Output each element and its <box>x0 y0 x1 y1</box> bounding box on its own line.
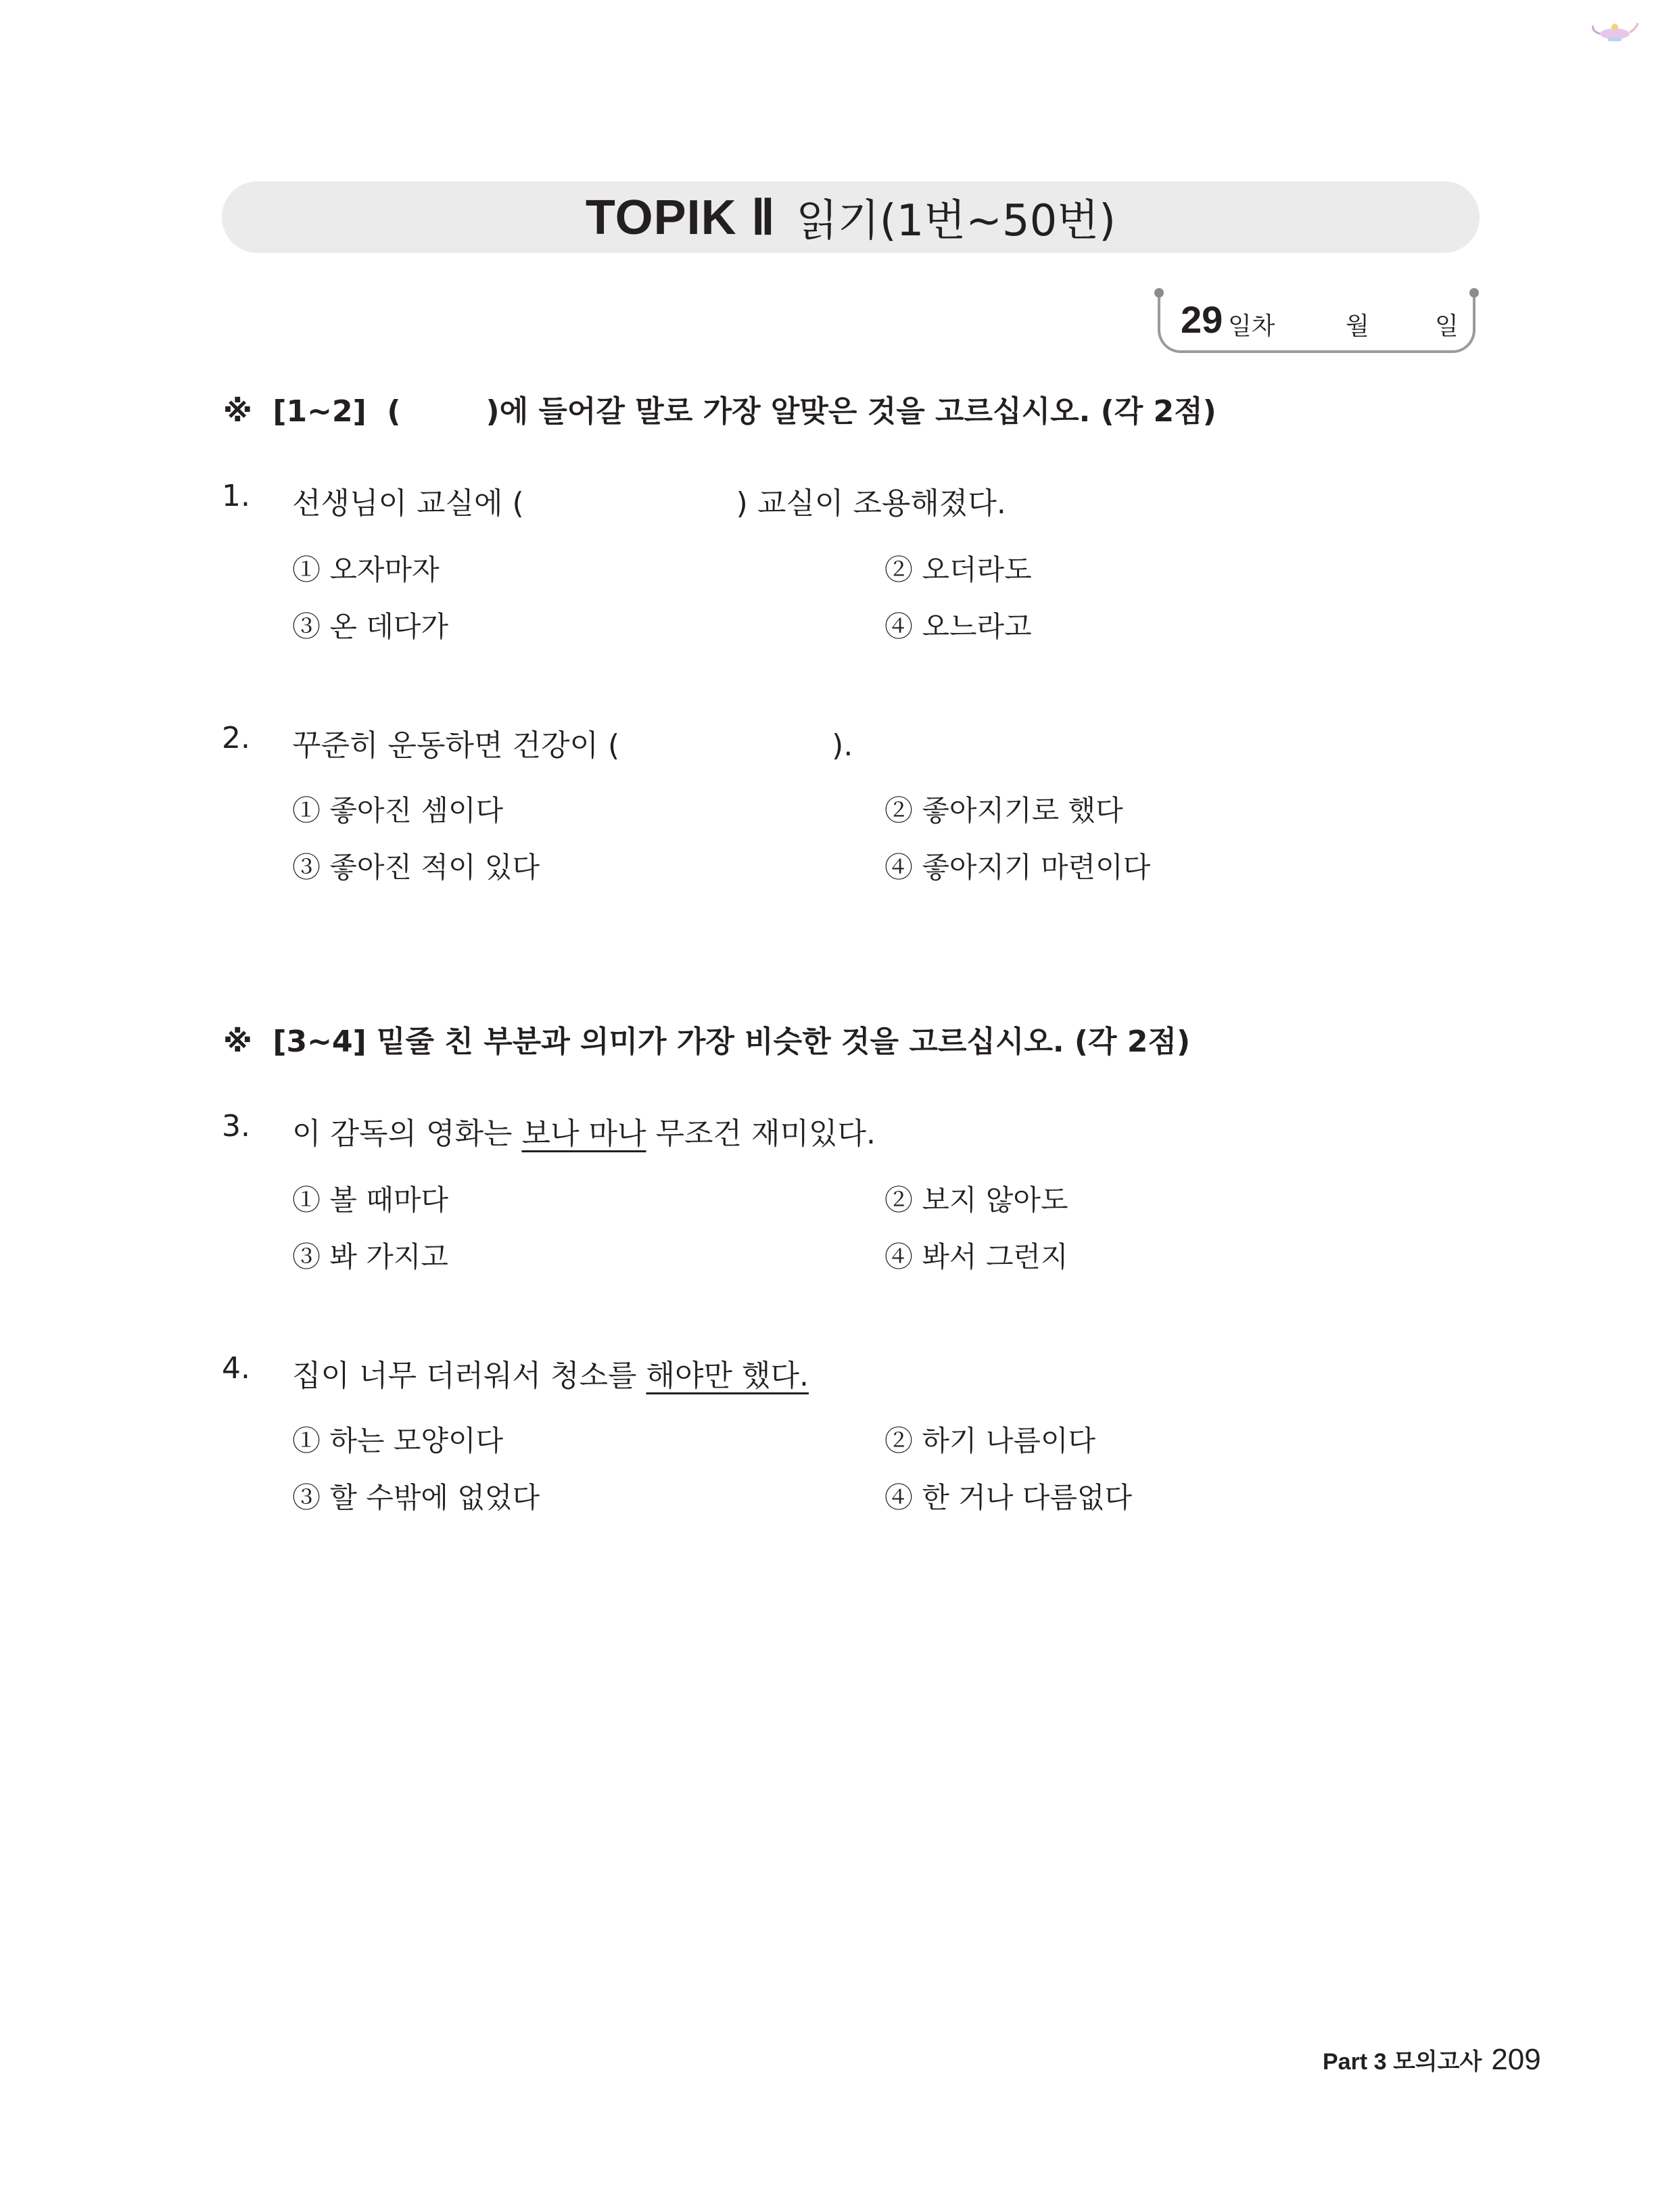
question-2-option-1[interactable]: ① 좋아진 셈이다 <box>292 794 504 827</box>
question-2-option-2[interactable]: ② 좋아지기로 했다 <box>884 794 1123 827</box>
question-3-number: 3. <box>222 1109 250 1144</box>
question-1-option-3[interactable]: ③ 온 데다가 <box>292 610 448 643</box>
question-1-option-1[interactable]: ① 오자마자 <box>292 553 440 586</box>
month-label: 월 <box>1346 312 1369 340</box>
question-2-option-4[interactable]: ④ 좋아지기 마련이다 <box>884 851 1151 884</box>
underlined-phrase: 보나 마나 <box>521 1116 646 1151</box>
question-2-text <box>292 721 853 764</box>
question-3-option-3[interactable]: ③ 봐 가지고 <box>292 1240 448 1273</box>
study-day-box <box>1158 295 1475 353</box>
section-1-instruction <box>223 387 1217 430</box>
question-text-a: 이 감독의 영화는 <box>292 1116 522 1151</box>
question-text-b: 무조건 재미있다. <box>646 1116 876 1151</box>
question-3-option-1[interactable]: ① 볼 때마다 <box>292 1183 448 1217</box>
question-1-option-2[interactable]: ② 오더라도 <box>884 553 1032 586</box>
question-3-option-4[interactable]: ④ 봐서 그런지 <box>884 1240 1068 1273</box>
genie-lamp-icon <box>1590 16 1639 43</box>
question-1-number: 1. <box>222 479 250 513</box>
question-2-number: 2. <box>222 721 250 755</box>
exam-brand: TOPIK Ⅱ <box>585 191 776 245</box>
question-text-a: 집이 너무 더러워서 청소를 <box>292 1359 646 1393</box>
underlined-phrase: 해야만 했다. <box>646 1359 809 1393</box>
day-label: 일차 <box>1228 312 1275 340</box>
box-dot-left <box>1154 288 1164 298</box>
box-dot-right <box>1469 288 1479 298</box>
question-text-b: ) 교실이 조용해졌다. <box>736 486 1006 521</box>
section-2-instruction: ※ [3~4] 밑줄 친 부분과 의미가 가장 비슷한 것을 고르십시오. (각 2점) <box>223 1025 1191 1059</box>
instruction-part-b: )에 들어갈 말로 가장 알맞은 것을 고르십시오. (각 2점) <box>486 394 1217 429</box>
page-number: 209 <box>1491 2043 1541 2076</box>
question-text-b: ). <box>832 728 853 763</box>
question-1-text <box>292 479 1006 522</box>
question-4-option-2[interactable]: ② 하기 나름이다 <box>884 1424 1096 1457</box>
exam-section-title: 읽기(1번~50번) <box>796 196 1116 246</box>
question-3-text <box>292 1109 876 1152</box>
question-4-option-3[interactable]: ③ 할 수밖에 없었다 <box>292 1481 540 1514</box>
page-header <box>222 181 1480 253</box>
question-1-option-4[interactable]: ④ 오느라고 <box>884 610 1032 643</box>
question-text-a: 선생님이 교실에 ( <box>292 486 524 521</box>
day-number: 29 <box>1181 298 1223 341</box>
footer-part-label: Part 3 모의고사 <box>1323 2049 1482 2075</box>
question-4-text <box>292 1351 809 1394</box>
question-4-number: 4. <box>222 1351 250 1386</box>
question-4-option-4[interactable]: ④ 한 거나 다름없다 <box>884 1481 1133 1514</box>
page-title <box>222 181 1480 253</box>
page-footer <box>1323 2043 1541 2077</box>
question-4-option-1[interactable]: ① 하는 모양이다 <box>292 1424 504 1457</box>
question-text-a: 꾸준히 운동하면 건강이 ( <box>292 728 620 763</box>
question-3-option-2[interactable]: ② 보지 않아도 <box>884 1183 1068 1217</box>
instruction-part-a: ※ [1~2] ( <box>223 394 401 429</box>
date-label: 일 <box>1435 312 1459 340</box>
question-2-option-3[interactable]: ③ 좋아진 적이 있다 <box>292 851 540 884</box>
